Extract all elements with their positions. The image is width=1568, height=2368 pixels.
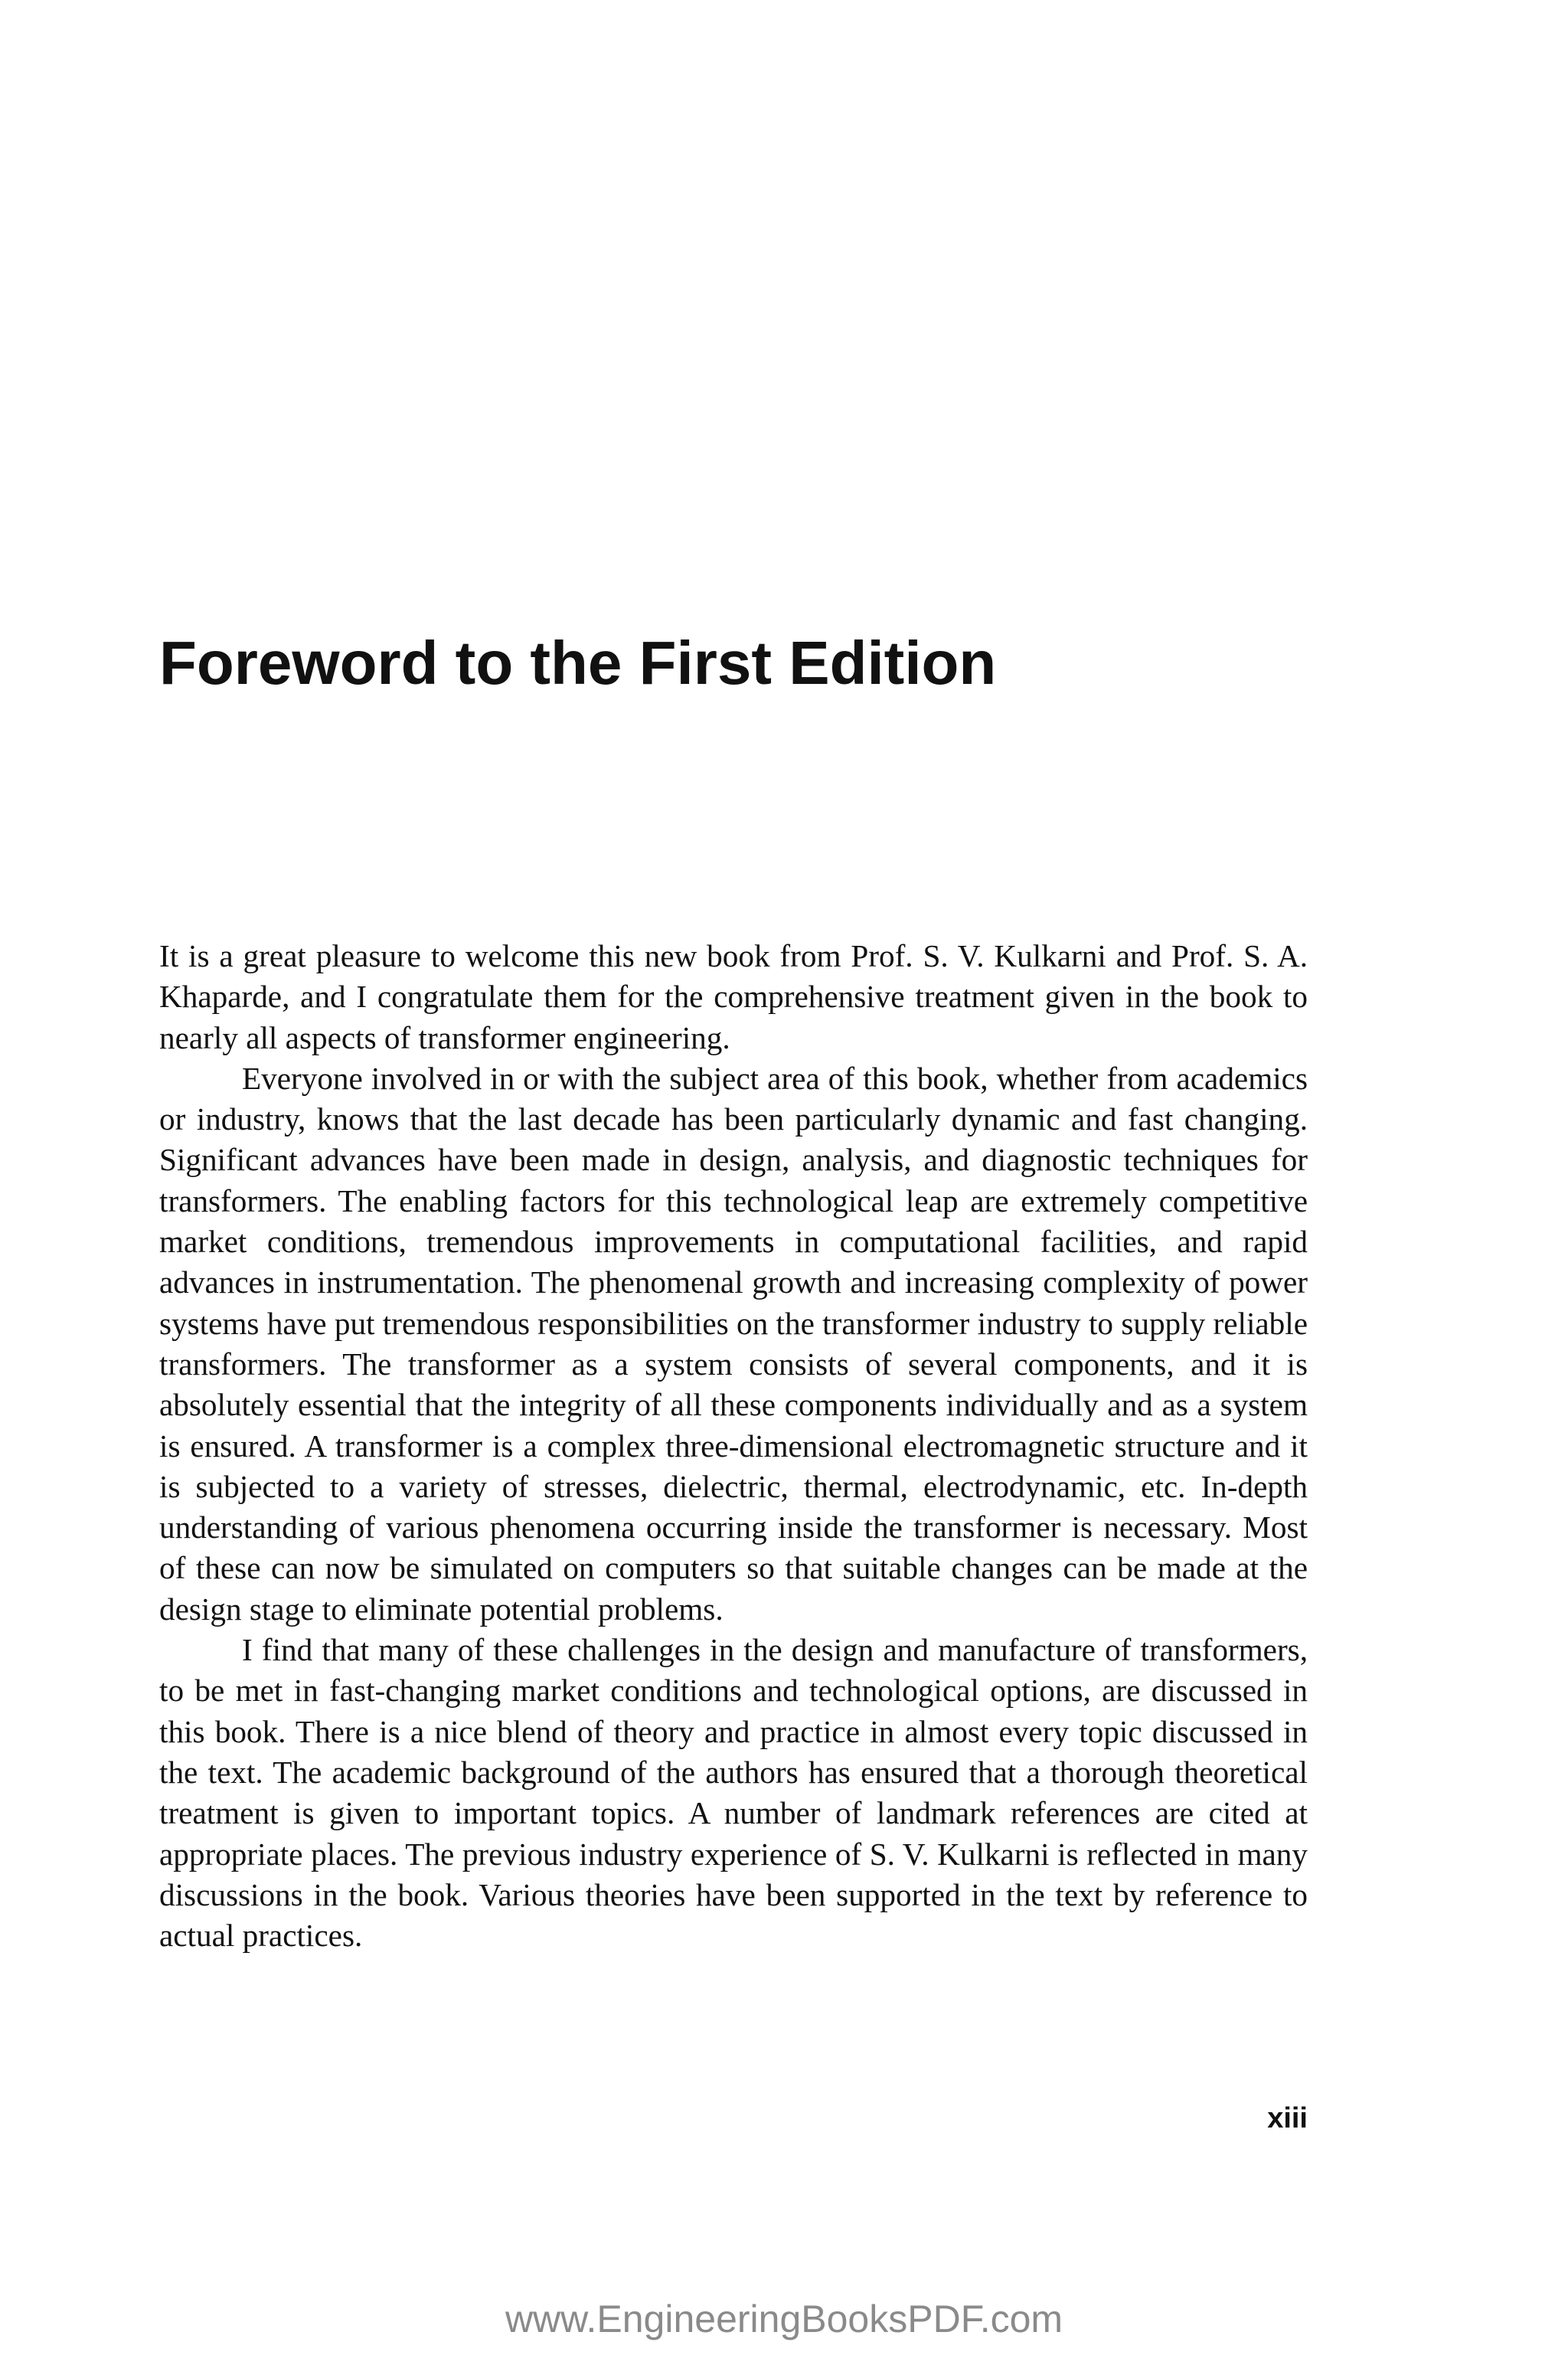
body-text (159, 936, 1308, 1956)
paragraph-1: It is a great pleasure to welcome this new book from Prof. S. V. Kulkarni and Prof. S. A. Khaparde, and I congratulate them for the comprehensive treatment given in the book to nearly all aspects of transformer engineering. (159, 938, 1308, 1055)
page-number: xiii (1267, 2102, 1308, 2134)
paragraph-3: I find that many of these challenges in the design and manufacture of transformers, to be met in fast-changing market conditions and technological options, are discussed in this book. There is a nice blend of theory and practice in almost every topic discussed in the text. The academic background of the authors has ensured that a thorough theoretical treatment is given to important topics. A number of landmark references are cited at appropriate places. The previous industry experience of S. V. Kulkarni is reflected in many discussions in the book. Various theories have been supported in the text by reference to actual practices. (159, 1632, 1308, 1954)
chapter-title: Foreword to the First Edition (159, 629, 997, 697)
paragraph-2: Everyone involved in or with the subject area of this book, whether from academics or industry, knows that the last decade has been particularly dynamic and fast changing. Significant advances have been made in design, analysis, and diagnostic techniques for transformers. The enabling factors for this technological leap are extremely competitive market conditions, tremendous improvements in computational facilities, and rapid advances in instrumentation. The phenomenal growth and increasing complexity of power systems have put tremendous responsibilities on the transformer industry to supply reliable transformers. The transformer as a system consists of several components, and it is absolutely essential that the integrity of all these components individually and as a system is ensured. A transformer is a complex three-dimensional electromagnetic structure and it is subjected to a variety of stresses, dielectric, thermal, electrodynamic, etc. In-depth understanding of various phenomena occurring inside the transformer is necessary. Most of these can now be simulated on computers so that suitable changes can be made at the design stage to eliminate potential problems. (159, 1060, 1308, 1627)
watermark-url: www.EngineeringBooksPDF.com (505, 2298, 1063, 2340)
